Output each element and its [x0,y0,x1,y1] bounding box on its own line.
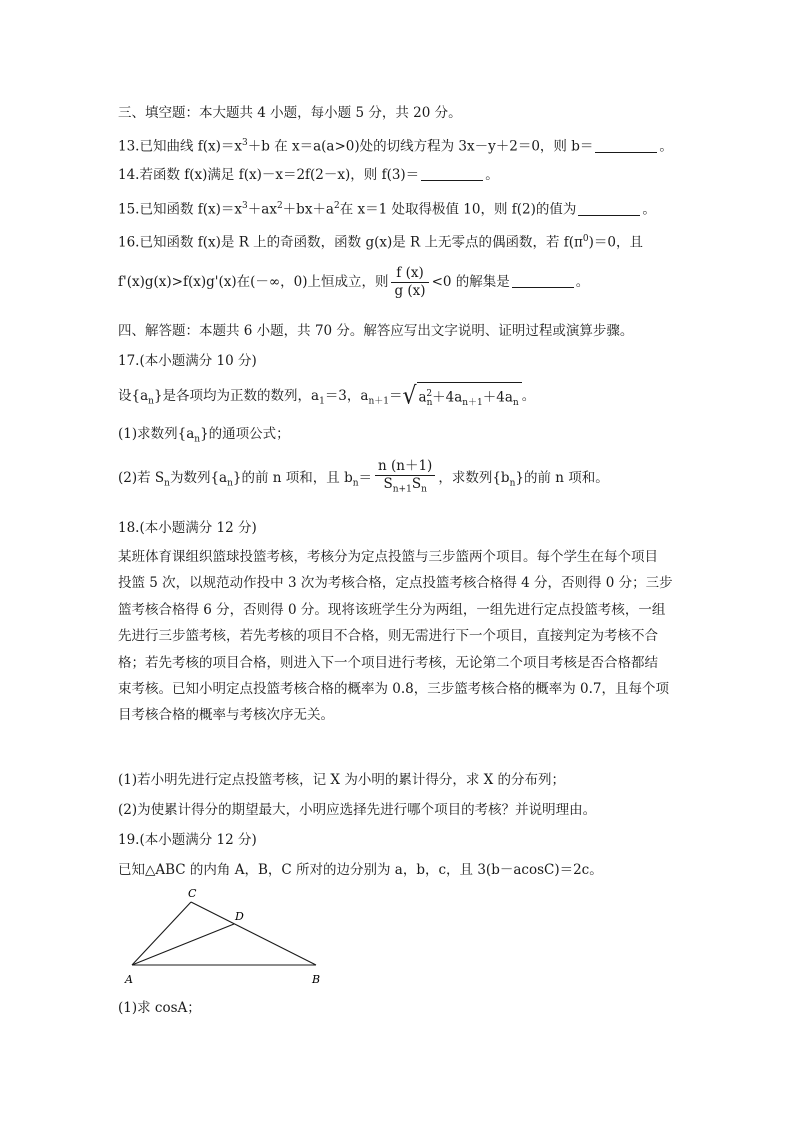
q15-text-b: ＋ax [247,201,277,218]
triangle-figure [118,885,333,990]
q18-stem-line: 投篮 5 次，以规范动作投中 3 次为考核合格，定点投篮考核合格得 4 分，否则得 0 分；三步 [118,575,673,592]
q16-answer-blank[interactable] [512,273,574,288]
q17-rad-a: a [418,389,427,406]
q17-p2-a: (2)若 S [118,470,165,486]
q17-p2-b: 为数列{a [169,470,228,486]
q17-stem-d: ＝ [388,388,403,404]
q17-stem-b: }是各项均为正数的数列，a [153,388,320,404]
vertex-label-b: B [312,973,321,986]
q18-stem-line: 格；若先考核的项目合格，则进入下一个项目进行考核，无论第二个项目考核是否合格都结 [118,654,658,671]
q15-text-d: 在 x＝1 处取得极值 10，则 f(2)的值为 [339,201,577,218]
q13-text-a: 13.已知曲线 f(x)＝x [118,138,243,155]
q17-den-b: S [411,476,422,493]
q16-text-b: )＝0，且 [588,234,643,251]
q17-den-sub-2: n [421,484,427,495]
q13-text-b: ＋b 在 x＝a(a>0)处的切线方程为 3x－y＋2＝0，则 b＝ [247,138,594,155]
q16-text-c: f'(x)g(x)>f(x)g'(x)在(－∞，0)上恒成立，则 [118,274,389,290]
q15-text-e: 。 [642,201,656,218]
q15-answer-blank[interactable] [578,201,640,216]
q14-text-b: 。 [485,167,499,183]
q18-stem-line: 束考核。已知小明定点投篮考核合格的概率为 0.8，三步篮考核合格的概率为 0.7，且每个项 [118,681,670,698]
q15-sup-a: 3 [242,201,248,211]
q18-stem-line: 目考核合格的概率与考核次序无关。 [118,707,334,724]
q17-rad-b: ＋4a [432,389,463,406]
q13-text-c: 。 [659,138,673,155]
q17-p2-sub-2: n [227,478,233,489]
q17-den-sub-1: n+1 [392,484,412,495]
vertex-label-c: C [188,887,197,900]
q17-stem [118,381,535,417]
q17-rad-c: ＋4a [482,389,513,406]
q17-den-a: S [383,476,393,493]
q17-fraction-denominator [375,476,435,499]
q17-rad-sub-3: n [512,397,519,408]
q16-text-e: 。 [575,274,590,290]
q17-header: 17.(本小题满分 10 分) [118,353,257,369]
section-4-title: 四、解答题：本题共 6 小题，共 70 分。解答应写出文字说明、证明过程或演算步骤。 [118,323,634,339]
q16-text-a: 16.已知函数 f(x)是 R 上的奇函数，函数 g(x)是 R 上无零点的偶函数，若 f(π [118,234,583,251]
q17-stem-sub-1: n [148,396,154,407]
q16-text-d: <0 的解集是 [431,274,510,290]
q17-square-root [402,381,521,412]
q17-p1-b: }的通项公式； [200,426,290,442]
q18-stem-line: 某班体育课组织篮球投篮考核，考核分为定点投篮与三步篮两个项目。每个学生在每个项目 [118,549,658,565]
q17-p1-a: (1)求数列{a [118,426,195,442]
q19-header: 19.(本小题满分 12 分) [118,832,257,848]
q14-text-a: 14.若函数 f(x)满足 f(x)－x＝2f(2－x)，则 f(3)＝ [118,167,420,183]
q17-p1-sub: n [194,434,201,445]
q17-fraction-numerator: n (n＋1) [375,458,435,476]
q18-stem [118,544,678,729]
q17-rad-sup-1: 2 [426,388,433,399]
q17-stem-a: 设{a [118,388,149,404]
q17-stem-sub-2: 1 [319,396,325,407]
question-16-line-1 [118,229,643,253]
side-ac [132,902,191,965]
q14-answer-blank[interactable] [421,166,483,181]
q17-stem-e: 。 [521,388,536,404]
section-3-title: 三、填空题：本大题共 4 小题，每小题 5 分，共 20 分。 [118,105,462,121]
question-15 [118,196,656,220]
q15-text-c: ＋bx＋a [282,201,334,218]
q16-fraction-numerator: f (x) [391,265,428,283]
segment-ad [132,924,234,965]
q15-sup-b: 2 [276,201,283,211]
q17-radicand [417,382,522,412]
q17-p2-f: }的前 n 项和。 [515,470,609,486]
q17-p2-sub-4: n [509,478,516,489]
q17-p2-sub-3: n [352,478,359,489]
q17-p2-e: ，求数列{b [438,470,510,486]
q18-stem-line: 篮考核合格得 6 分，否则得 0 分。现将该班学生分为两组，一组先进行定点投篮考核，一组 [118,601,666,618]
q17-p2-sub-1: n [164,478,170,489]
q17-part-1 [118,424,290,450]
q13-answer-blank[interactable] [595,138,657,153]
q15-sup-c: 2 [333,201,340,211]
q18-stem-line: 先进行三步篮考核，若先考核的项目不合格，则无需进行下一个项目，直接判定为考核不合 [118,628,658,645]
q15-text-a: 15.已知函数 f(x)＝x [118,201,243,218]
q17-rad-sub-2: n＋1 [462,397,483,408]
q18-part-2: (2)为使累计得分的期望最大，小明应选择先进行哪个项目的考核？并说明理由。 [118,802,597,818]
q17-rad-sub-1: n [426,397,433,408]
q19-part-1: (1)求 cosA； [118,1000,201,1016]
q18-header: 18.(本小题满分 12 分) [118,520,257,536]
question-13 [118,133,673,157]
q16-sup: 0 [582,234,589,244]
q13-sup: 3 [242,138,248,148]
q18-part-1: (1)若小明先进行定点投篮考核，记 X 为小明的累计得分，求 X 的分布列； [118,772,566,788]
q17-b-fraction [375,458,435,499]
q17-p2-c: }的前 n 项和，且 b [232,470,353,486]
q16-fraction-denominator: g (x) [394,283,426,299]
q17-p2-d: ＝ [358,470,373,486]
question-14 [118,165,499,185]
q16-fraction [391,265,428,300]
q19-stem: 已知△ABC 的内角 A，B，C 所对的边分别为 a，b，c，且 3(b－acosC)＝2c。 [118,862,603,878]
vertex-label-a: A [125,973,133,986]
q17-part-2 [118,458,609,504]
radical-sign-icon: √ [402,382,417,410]
q17-stem-sub-3: n＋1 [368,396,389,407]
q17-stem-c: ＝3，a [324,388,369,404]
question-16-line-2 [118,262,589,302]
vertex-label-d: D [235,910,244,923]
